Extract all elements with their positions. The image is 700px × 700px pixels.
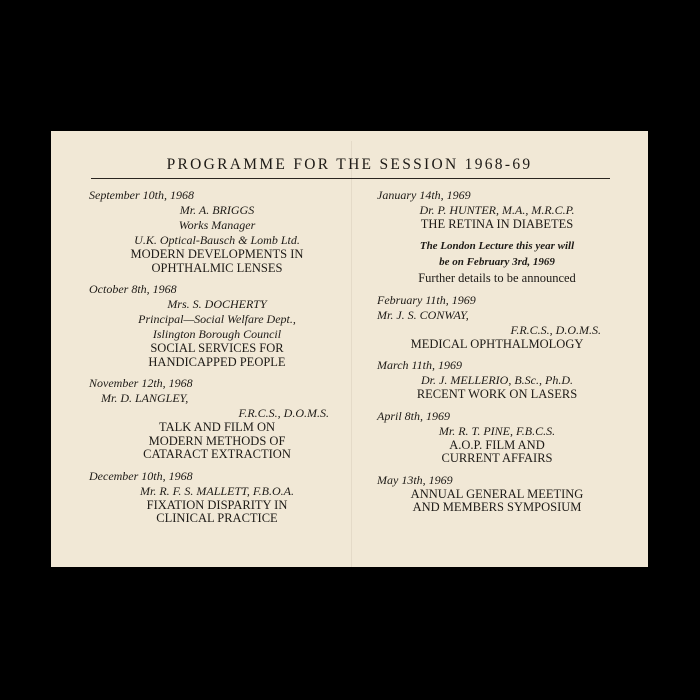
- lecture-topic-line: MODERN METHODS OF: [148, 433, 286, 448]
- speaker-qualifications: F.R.C.S., D.O.M.S.: [238, 406, 329, 420]
- notice-line: Further details to be announced: [418, 270, 576, 285]
- title-rule: [91, 178, 610, 179]
- card-fold: [351, 141, 352, 567]
- lecture-date: November 12th, 1968: [89, 376, 193, 390]
- lecture-date: December 10th, 1968: [89, 468, 193, 483]
- lecture-topic-line: RECENT WORK ON LASERS: [416, 387, 578, 401]
- speaker-qualifications: F.R.C.S., D.O.M.S.: [510, 322, 601, 337]
- lecture-topic-line: CATARACT EXTRACTION: [143, 447, 291, 461]
- lecture-topic-line: MEDICAL OPHTHALMOLOGY: [410, 336, 584, 351]
- lecture-date: September 10th, 1968: [89, 188, 194, 202]
- right-column: [377, 187, 617, 521]
- programme-title: PROGRAMME FOR THE SESSION 1968-69: [166, 156, 533, 173]
- lecture-entry-february: [377, 292, 617, 352]
- speaker-name: Mr. R. T. PINE, F.B.C.S.: [438, 423, 556, 438]
- lecture-topic-line: ANNUAL GENERAL MEETING: [410, 486, 584, 501]
- speaker-name: Mrs. S. DOCHERTY: [167, 297, 267, 311]
- speaker-organisation: Islington Borough Council: [152, 327, 282, 341]
- notice-line: The London Lecture this year will: [419, 239, 575, 252]
- lecture-topic-line: MODERN DEVELOPMENTS IN: [130, 247, 304, 261]
- speaker-name: Mr. J. S. CONWAY,: [377, 307, 469, 322]
- lecture-entry-march: [377, 357, 617, 402]
- speaker-role: Principal—Social Welfare Dept.,: [138, 312, 296, 326]
- lecture-topic-line: AND MEMBERS SYMPOSIUM: [412, 500, 582, 514]
- lecture-entry-april: [377, 408, 617, 466]
- lecture-date: May 13th, 1969: [377, 472, 453, 487]
- left-column: [89, 187, 345, 532]
- speaker-name: Dr. J. MELLERIO, B.Sc., Ph.D.: [421, 373, 573, 387]
- speaker-organisation: U.K. Optical-Bausch & Lomb Ltd.: [134, 233, 300, 247]
- lecture-date: January 14th, 1969: [377, 188, 471, 202]
- lecture-date: October 8th, 1968: [89, 282, 177, 296]
- lecture-topic-line: HANDICAPPED PEOPLE: [148, 354, 286, 369]
- lecture-date: April 8th, 1969: [377, 408, 451, 423]
- speaker-role: Works Manager: [178, 218, 256, 232]
- lecture-date: February 11th, 1969: [377, 292, 476, 307]
- lecture-entry-october: [89, 281, 345, 369]
- lecture-entry-december: [89, 468, 345, 526]
- lecture-entry-september: [89, 187, 345, 275]
- notice-line: be on February 3rd, 1969: [439, 255, 555, 268]
- speaker-name: Mr. R. F. S. MALLETT, F.B.O.A.: [139, 483, 295, 498]
- lecture-topic-line: FIXATION DISPARITY IN: [146, 497, 288, 512]
- lecture-topic-line: CURRENT AFFAIRS: [441, 451, 553, 465]
- lecture-topic-line: TALK AND FILM ON: [158, 420, 275, 434]
- lecture-entry-november: [89, 375, 345, 462]
- lecture-topic-line: THE RETINA IN DIABETES: [420, 217, 574, 231]
- lecture-entry-january: [377, 187, 617, 232]
- speaker-name: Mr. A. BRIGGS: [179, 203, 255, 217]
- lecture-topic-line: A.O.P. FILM AND: [449, 437, 545, 452]
- speaker-name: Mr. D. LANGLEY,: [101, 391, 189, 405]
- speaker-name: Dr. P. HUNTER, M.A., M.R.C.P.: [419, 203, 575, 217]
- lecture-date: March 11th, 1969: [377, 358, 462, 372]
- london-lecture-notice: [377, 238, 617, 286]
- lecture-topic-line: OPHTHALMIC LENSES: [151, 260, 283, 275]
- lecture-topic-line: SOCIAL SERVICES FOR: [150, 341, 284, 355]
- lecture-entry-may: [377, 472, 617, 515]
- lecture-topic-line: CLINICAL PRACTICE: [156, 511, 278, 525]
- programme-card: [51, 131, 648, 567]
